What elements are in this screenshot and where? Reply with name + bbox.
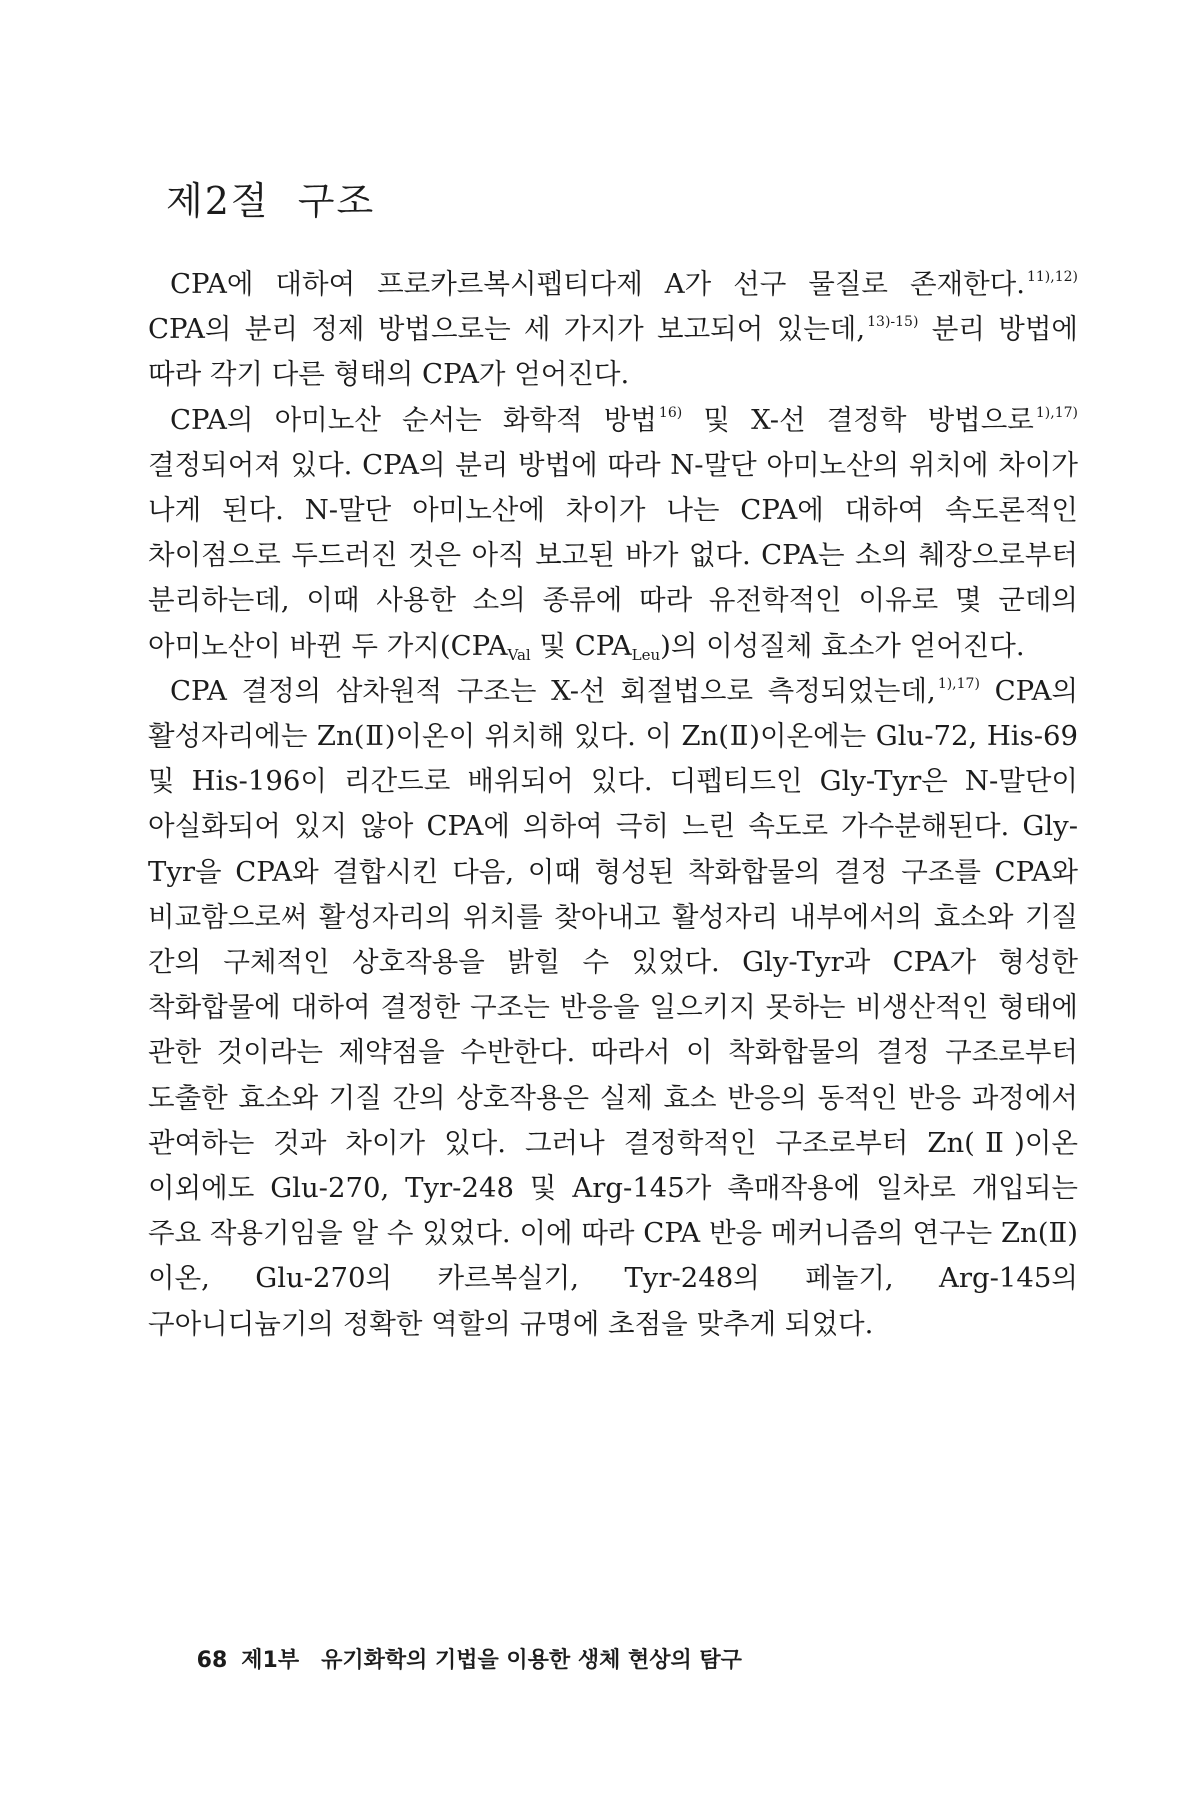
paragraph — [148, 398, 1078, 669]
page-number: 68 — [196, 1648, 228, 1673]
text-run: 분리 방법에 따라 각기 다른 형태의 CPA가 얻어진다. — [148, 313, 1078, 391]
text-run: 및 X-선 결정학 방법으로 — [682, 403, 1034, 436]
paragraph — [148, 669, 1078, 1347]
text-run: CPA의 분리 정제 방법으로는 세 가지가 보고되어 있는데, — [148, 313, 866, 346]
page-footer — [166, 1618, 742, 1699]
footnote-reference: 13)-15) — [867, 314, 919, 331]
body-text — [148, 262, 1078, 1347]
text-run: CPA에 대하여 프로카르복시펩티다제 A가 선구 물질로 존재한다. — [170, 268, 1025, 300]
text-run: CPA의 아미노산 순서는 화학적 방법 — [170, 403, 657, 436]
footnote-reference: 11),12) — [1026, 269, 1078, 285]
text-run: 결정되어져 있다. CPA의 분리 방법에 따라 N-말단 아미노산의 위치에 차이가 나게 된다. N-말단 아미노산에 차이가 나는 CPA에 대하여 속도론적인 차이점으로 두드러진 것은 아직 보고된 바가 없다. CPA는 소의 췌장으로부터 분리하는데, 이때 사용한 소의 종류에 따라 유전학적인 이유로 몇 군데의 아미노산이 바뀐 두 가지(CPA — [148, 448, 1078, 662]
subscript-label: Val — [507, 645, 531, 664]
footnote-reference: 16) — [658, 404, 683, 421]
part-label: 제1부 — [241, 1648, 300, 1673]
section-title: 제2절 구조 — [166, 179, 376, 223]
paragraph — [148, 262, 1078, 398]
footnote-reference: 1),17) — [937, 675, 980, 692]
text-run: CPA의 활성자리에는 Zn(Ⅱ)이온이 위치해 있다. 이 Zn(Ⅱ)이온에는 Glu-72, His-69 및 His-196이 리간드로 배위되어 있다. 디펩티드인 Gly-Tyr은 N-말단이 아실화되어 있지 않아 CPA에 의하여 극히 느린 속도로 가수분해된다. Gly-Tyr을 CPA와 결합시킨 다음, 이때 형성된 착화합물의 결정 구조를 CPA와 비교함으로써 활성자리의 위치를 찾아내고 활성자리 내부에서의 효소와 기질 간의 구체적인 상호작용을 밝힐 수 있었다. Gly-Tyr과 CPA가 형성한 착화합물에 대하여 결정한 구조는 반응을 일으키지 못하는 비생산적인 형태에 관한 것이라는 제약점을 수반한다. 따라서 이 착화합물의 결정 구조로부터 도출한 효소와 기질 간의 상호작용은 실제 효소 반응의 동적인 반응 과정에서 관여하는 것과 차이가 있다. 그러나 결정학적인 구조로부터 Zn(Ⅱ)이온 이외에도 Glu-270, Tyr-248 및 Arg-145가 촉매작용에 일차로 개입되는 주요 작용기임을 알 수 있었다. 이에 따라 CPA 반응 메커니즘의 연구는 Zn(Ⅱ)이온, Glu-270의 카르복실기, Tyr-248의 페놀기, Arg-145의 구아니디늄기의 정확한 역할의 규명에 초점을 맞추게 되었다. — [148, 674, 1079, 1340]
text-run: )의 이성질체 효소가 얻어진다. — [660, 629, 1025, 662]
text-run: CPA 결정의 삼차원적 구조는 X-선 회절법으로 측정되었는데, — [170, 674, 936, 707]
text-run: 및 CPA — [530, 629, 632, 662]
footnote-reference: 1),17) — [1035, 404, 1078, 421]
subscript-label: Leu — [631, 645, 661, 664]
book-title: 유기화학의 기법을 이용한 생체 현상의 탐구 — [321, 1648, 742, 1673]
